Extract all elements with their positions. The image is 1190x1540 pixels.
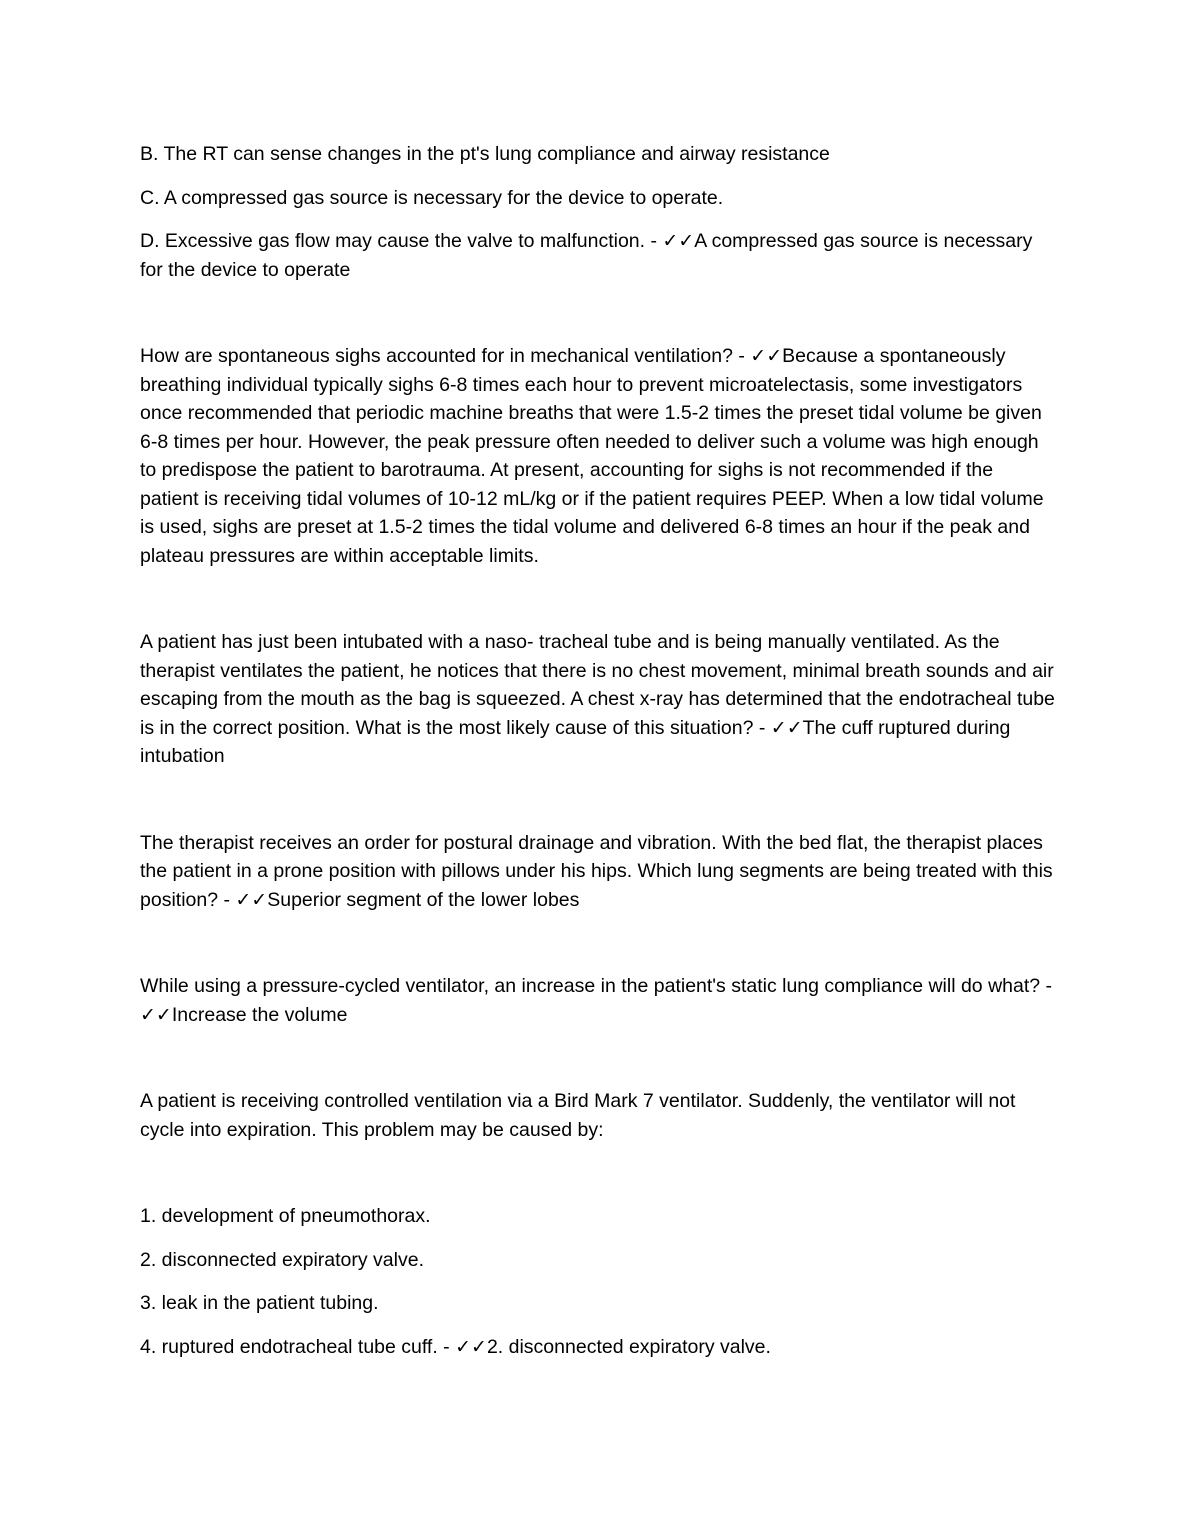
document-page (140, 140, 1055, 1361)
question-drainage-answer: Superior segment of the lower lobes (267, 888, 580, 911)
option-b-text: B. The RT can sense changes in the pt's lung compliance and airway resistance (140, 143, 830, 165)
bird-option-3-text: 3. leak in the patient tubing. (140, 1292, 379, 1314)
bird-option-1 (140, 1202, 1055, 1231)
check-icon: ✓✓ (662, 230, 695, 252)
question-pressure (140, 972, 1055, 1029)
question-sighs (140, 342, 1055, 570)
question-bird-text: A patient is receiving controlled ventilation via a Bird Mark 7 ventilator. Suddenly, the ventilator will not cycle into expiration. This problem may be caused by: (140, 1090, 1016, 1141)
bird-option-1-text: 1. development of pneumothorax. (140, 1205, 431, 1227)
question-cuff-answer: The cuff ruptured during intubation (140, 716, 1011, 767)
option-c-text: C. A compressed gas source is necessary for the device to operate. (140, 186, 724, 209)
bird-option-3 (140, 1289, 1055, 1318)
question-sighs-text: How are spontaneous sighs accounted for in mechanical ventilation? - (140, 345, 751, 367)
bird-option-2-text: 2. disconnected expiratory valve. (140, 1248, 424, 1271)
question-cuff (140, 628, 1055, 771)
question-cuff-text: A patient has just been intubated with a naso- tracheal tube and is being manually ventilated. As the therapist ventilates the patient, he notices that there is no chest movement, minimal breath sounds and air escaping from the mouth as the bag is squeezed. A chest x-ray has determined that the endotracheal tube is in the correct position. What is the most likely cause of this situation? - (140, 631, 1055, 739)
question-pressure-answer: Increase the volume (171, 1003, 348, 1026)
bird-option-4 (140, 1333, 1055, 1362)
bird-option-4-answer: 2. disconnected expiratory valve. (486, 1335, 771, 1358)
question-pressure-text: While using a pressure-cycled ventilator, an increase in the patient's static lung compliance will do what? - (140, 975, 1053, 997)
question-bird (140, 1087, 1055, 1144)
option-d-text: D. Excessive gas flow may cause the valve to malfunction. - (140, 230, 663, 252)
check-icon: ✓✓ (455, 1335, 487, 1358)
check-icon: ✓✓ (750, 345, 783, 367)
question-drainage (140, 829, 1055, 915)
option-d (140, 227, 1055, 284)
check-icon: ✓✓ (140, 1003, 172, 1026)
question-drainage-text: The therapist receives an order for postural drainage and vibration. With the bed flat, the therapist places the patient in a prone position with pillows under his hips. Which lung segments are being treated with this position? - (140, 831, 1053, 911)
bird-option-4-text: 4. ruptured endotracheal tube cuff. - (140, 1335, 456, 1358)
question-sighs-answer: Because a spontaneously breathing individual typically sighs 6-8 times each hour to prevent microatelectasis, some investigators once recommended that periodic machine breaths that were 1.5-2 times the preset tidal volume be given 6-8 times per hour. However, the peak pressure often needed to deliver such a volume was high enough to predispose the patient to barotrauma. At present, accounting for sighs is not recommended if the patient is receiving tidal volumes of 10-12 mL/kg or if the patient requires PEEP. When a low tidal volume is used, sighs are preset at 1.5-2 times the tidal volume and delivered 6-8 times an hour if the peak and plateau pressures are within acceptable limits. (140, 345, 1044, 567)
option-b (140, 140, 1055, 169)
option-c (140, 184, 1055, 213)
check-icon: ✓✓ (235, 888, 268, 911)
check-icon: ✓✓ (770, 716, 803, 739)
bird-option-2 (140, 1246, 1055, 1275)
option-d-answer: A compressed gas source is necessary for the device to operate (140, 230, 1033, 281)
